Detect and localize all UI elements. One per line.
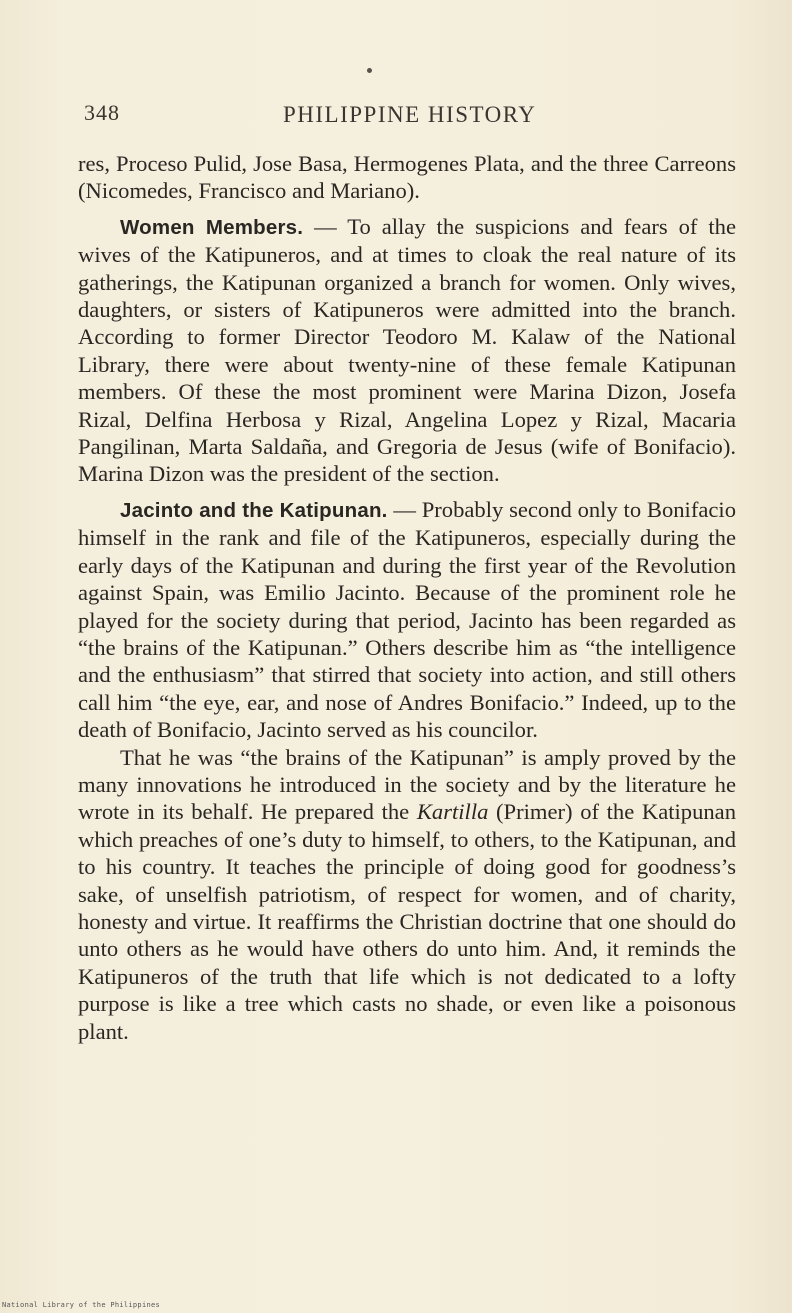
running-title: PHILIPPINE HISTORY xyxy=(283,102,537,127)
paragraph-continuation xyxy=(78,150,736,205)
paragraph-text: res, Proceso Pulid, Jose Basa, Hermogenes Plata, and the three Carreons (Nicomedes, Francisco and Mariano). xyxy=(78,151,736,204)
italic-title-kartilla: Kartilla xyxy=(416,799,489,825)
body-text xyxy=(78,150,736,1045)
paragraph-text: That he was “the brains of the Katipunan” is amply proved by the many innovations he introduced in the society and by the literature he wrote in its behalf. He prepared the xyxy=(78,744,736,825)
paragraph-text: — Probably second only to Bonifacio himself in the rank and file of the Katipuneros, especially during the early days of the Katipunan and during the first year of the Revolution against Spain, was Emilio Jacinto. Because of the prominent role he played for the society during that period, Jacinto has been regarded as “the brains of the Katipunan.” Others describe him as “the intelligence and the enthusiasm” that stirred that society into action, and still others call him “the eye, ear, and nose of Andres Bonifacio.” Indeed, up to the death of Bonifacio, Jacinto served as his councilor. xyxy=(78,496,736,743)
paragraph-text: — To allay the suspicions and fears of the wives of the Katipuneros, and at times to cloak the real nature of its gatherings, the Katipunan organized a branch for women. Only wives, daughters, or sisters of Katipuneros were admitted into the branch. According to former Director Teodoro M. Kalaw of the National Library, there were about twenty-nine of these female Katipunan members. Of these the most prominent were Marina Dizon, Josefa Rizal, Delfina Herbosa y Rizal, Angelina Lopez y Rizal, Macaria Pangilinan, Marta Saldaña, and Gregoria de Jesus (wife of Bonifacio). Marina Dizon was the president of the section. xyxy=(78,213,736,487)
section-heading-women-members: Women Members. xyxy=(120,215,304,239)
page-number: 348 xyxy=(84,100,120,125)
paragraph-kartilla xyxy=(78,744,736,1045)
section-heading-jacinto: Jacinto and the Katipunan. xyxy=(120,498,388,522)
page-header xyxy=(78,100,738,130)
paragraph-text: (Primer) of the Katipunan which preaches of one’s duty to himself, to others, to the Katipunan, and to his country. It teaches the principle of doing good for goodness’s sake, of unselfish patriotism, of respect for women, and of charity, honesty and virtue. It reaffirms the Christian doctrine that one should do unto others as he would have others do unto him. And, it reminds the Katipuneros of the truth that life which is not dedicated to a lofty purpose is like a tree which casts no shade, or even like a poisonous plant. xyxy=(78,799,736,1044)
paragraph-jacinto xyxy=(78,496,736,744)
paragraph-women-members xyxy=(78,213,736,488)
library-footer-note: National Library of the Philippines xyxy=(2,1301,161,1309)
ink-dot xyxy=(367,68,372,73)
